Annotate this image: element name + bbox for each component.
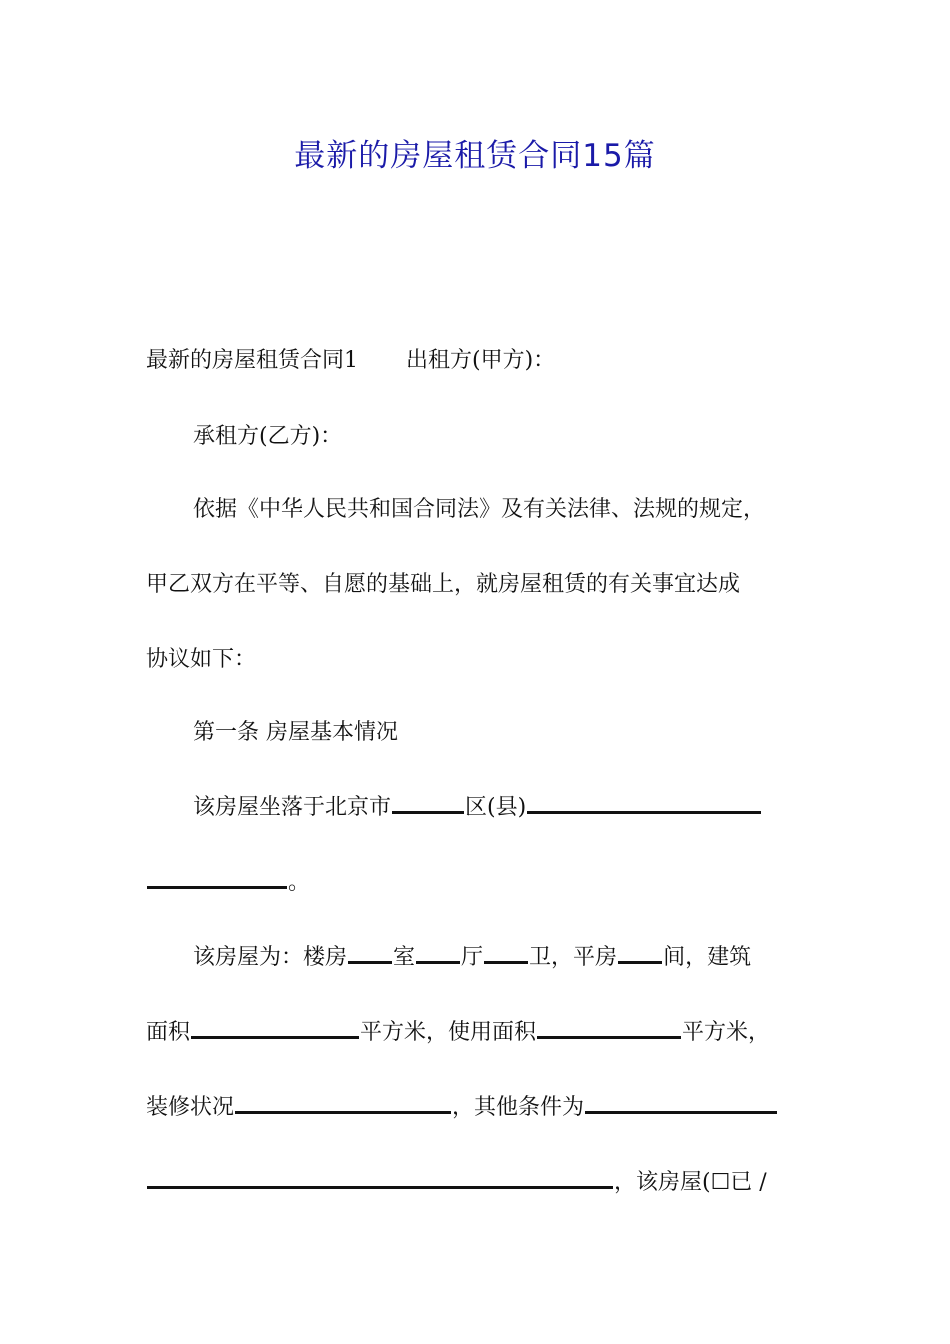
- blank-decoration: [235, 1093, 451, 1114]
- blank-rooms: [348, 943, 392, 964]
- location-end: 。: [288, 870, 311, 895]
- basis-line-1: 依据《中华人民共和国合同法》及有关法律、法规的规定，: [193, 497, 766, 522]
- document-title: 最新的房屋租赁合同15篇: [294, 138, 656, 174]
- header-line: [146, 346, 826, 376]
- room-label: 室: [393, 945, 416, 970]
- blank-building-area: [191, 1018, 359, 1039]
- other-conditions-label: ，其他条件为: [452, 1095, 585, 1120]
- blank-address: [527, 793, 761, 814]
- location-prefix: 该房屋坐落于北京市: [193, 795, 392, 820]
- article-1-heading: 第一条 房屋基本情况: [193, 720, 398, 745]
- blank-other-conditions-cont: [147, 1168, 613, 1189]
- sqm-label-1: 平方米，使用面积: [360, 1020, 537, 1045]
- lessee-line: 承租方(乙方)：: [193, 424, 343, 449]
- blank-bungalow: [618, 943, 662, 964]
- house-type-line: [193, 943, 873, 973]
- bath-label: 卫，平房: [529, 945, 618, 970]
- contract-heading: 最新的房屋租赁合同1: [146, 348, 358, 373]
- house-status-label: ，该房屋(☐已 /: [614, 1170, 767, 1195]
- sqm-label-2: 平方米，: [682, 1020, 771, 1045]
- area-label: 面积: [146, 1020, 191, 1045]
- blank-district: [392, 793, 464, 814]
- house-type-prefix: 该房屋为：楼房: [193, 945, 348, 970]
- blank-baths: [484, 943, 528, 964]
- area-line: [146, 1018, 826, 1048]
- lessor-label: 出租方(甲方)：: [406, 348, 556, 373]
- decoration-label: 装修状况: [146, 1095, 235, 1120]
- blank-address-cont: [147, 868, 287, 889]
- decoration-line: [146, 1093, 826, 1123]
- blank-other-conditions: [585, 1093, 777, 1114]
- location-line-2: [146, 868, 826, 898]
- location-line: [193, 793, 873, 823]
- blank-usable-area: [537, 1018, 681, 1039]
- decoration-line-2: [146, 1168, 826, 1198]
- blank-halls: [416, 943, 460, 964]
- hall-label: 厅: [461, 945, 484, 970]
- district-label: 区(县): [465, 795, 527, 820]
- jian-label: 间，建筑: [663, 945, 752, 970]
- basis-line-2: 甲乙双方在平等、自愿的基础上，就房屋租赁的有关事宜达成: [146, 572, 741, 597]
- basis-line-3: 协议如下：: [146, 647, 257, 672]
